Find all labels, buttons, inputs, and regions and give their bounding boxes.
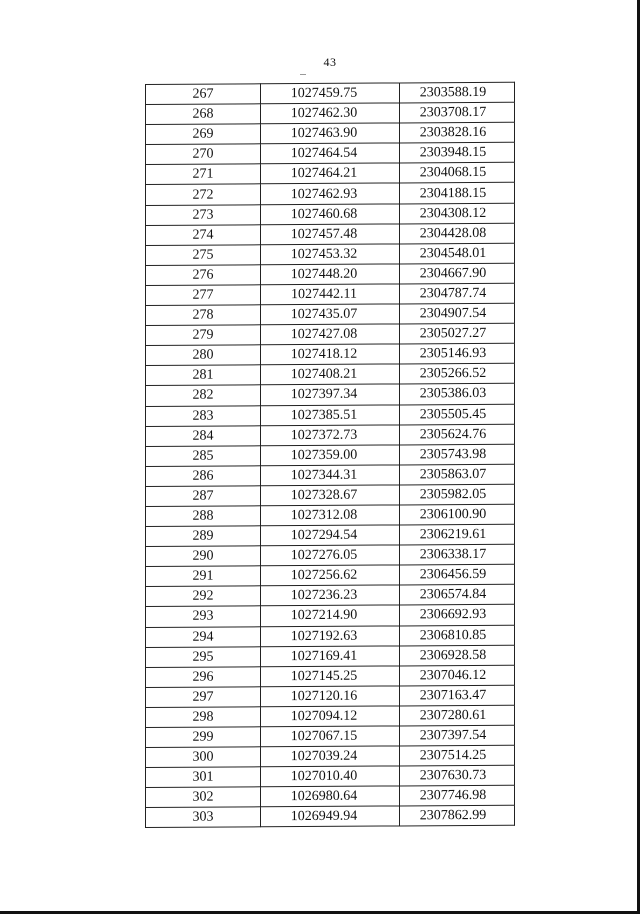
point-number-cell [146, 84, 261, 105]
point-number-cell [146, 586, 261, 607]
point-number-cell [146, 385, 261, 406]
x-coordinate-cell [261, 103, 400, 124]
point-number-cell [146, 767, 261, 788]
y-coordinate-cell [400, 765, 515, 786]
x-coordinate-cell [261, 344, 400, 365]
point-number-cell [146, 405, 261, 426]
y-coordinate-cell [400, 745, 515, 766]
point-number-cell [146, 466, 261, 487]
cell-text: 279 [192, 327, 214, 343]
table-row [146, 203, 515, 225]
table-row [146, 464, 515, 486]
table-row [146, 424, 515, 446]
table-row [146, 303, 515, 325]
y-coordinate-cell [400, 585, 515, 606]
cell-text: 2305982.05 [419, 486, 487, 503]
cell-text: 2307163.47 [419, 687, 487, 704]
table-row [146, 625, 515, 647]
cell-text: 270 [192, 146, 214, 163]
x-coordinate-cell [261, 364, 400, 385]
cell-text: 2305027.27 [419, 326, 487, 342]
x-coordinate-cell [261, 384, 400, 405]
table-row [146, 745, 515, 767]
x-coordinate-cell [261, 284, 400, 305]
point-number-cell [146, 526, 261, 547]
cell-text: 273 [192, 207, 214, 223]
cell-text: 1027236.23 [290, 588, 358, 604]
cell-text: 1027427.08 [290, 326, 358, 343]
page-number: 43 [323, 55, 337, 69]
cell-text: 2307397.54 [419, 727, 487, 744]
cell-text: 277 [192, 287, 214, 303]
point-number-cell [146, 646, 261, 667]
cell-text: 2305863.07 [419, 466, 487, 483]
cell-text: 1027408.21 [290, 367, 358, 383]
table-row [146, 765, 515, 787]
cell-text: 1026949.94 [290, 809, 358, 825]
cell-text: 292 [192, 588, 214, 605]
point-number-cell [146, 164, 261, 185]
y-coordinate-cell [400, 705, 515, 726]
point-number-cell [146, 566, 261, 587]
cell-text: 2306928.58 [419, 647, 487, 663]
x-coordinate-cell [261, 244, 400, 265]
x-coordinate-cell [261, 646, 400, 667]
table-row [146, 685, 515, 707]
cell-text: 2305146.93 [419, 346, 487, 362]
cell-text: 2304428.08 [419, 225, 487, 242]
cell-text: 2305743.98 [419, 446, 487, 463]
cell-text: 2305266.52 [419, 366, 487, 382]
cell-text: 1027094.12 [290, 708, 358, 725]
cell-text: 283 [192, 408, 214, 424]
point-number-cell [146, 305, 261, 326]
cell-text: 1027457.48 [290, 226, 358, 242]
cell-text: 278 [192, 307, 214, 323]
cell-text: 1027039.24 [290, 748, 358, 765]
x-coordinate-cell [261, 686, 400, 707]
point-number-cell [146, 124, 261, 145]
y-coordinate-cell [400, 484, 515, 505]
y-coordinate-cell [400, 544, 515, 565]
point-number-cell [146, 104, 261, 125]
cell-text: 1027453.32 [290, 246, 358, 262]
x-coordinate-cell [261, 585, 400, 606]
cell-text: 2306338.17 [419, 547, 487, 563]
cell-text: 285 [192, 448, 214, 464]
cell-text: 1027010.40 [290, 768, 358, 785]
cell-text: 1027169.41 [290, 648, 358, 664]
cell-text: 2304188.15 [419, 185, 487, 201]
table-row [146, 786, 515, 808]
table-row [146, 102, 515, 124]
y-coordinate-cell [400, 163, 515, 184]
point-number-cell [146, 365, 261, 386]
cell-text: 269 [192, 126, 214, 142]
y-coordinate-cell [400, 384, 515, 405]
cell-text: 2304548.01 [419, 245, 487, 262]
cell-text: 2307046.12 [419, 667, 487, 684]
y-coordinate-cell [400, 143, 515, 164]
x-coordinate-cell [261, 425, 400, 446]
x-coordinate-cell [261, 666, 400, 687]
x-coordinate-cell [261, 324, 400, 345]
y-coordinate-cell [400, 223, 515, 244]
cell-text: 2304667.90 [419, 265, 487, 282]
table-row [146, 585, 515, 607]
cell-text: 2307514.25 [419, 748, 487, 764]
x-coordinate-cell [261, 545, 400, 566]
coordinate-table-body [146, 82, 515, 828]
y-coordinate-cell [400, 102, 515, 123]
cell-text: 2304068.15 [419, 165, 487, 181]
y-coordinate-cell [400, 665, 515, 686]
point-number-cell [146, 787, 261, 808]
table-row [146, 404, 515, 426]
x-coordinate-cell [261, 525, 400, 546]
point-number-cell [146, 506, 261, 527]
cell-text: 1027067.15 [290, 728, 358, 745]
cell-text: 281 [192, 367, 214, 384]
cell-text: 1027214.90 [290, 608, 358, 624]
cell-text: 282 [192, 388, 214, 404]
cell-text: 2307746.98 [419, 788, 487, 804]
cell-text: 303 [192, 810, 214, 826]
cell-text: 301 [192, 769, 214, 785]
cell-text: 302 [192, 789, 214, 806]
point-number-cell [146, 184, 261, 205]
x-coordinate-cell [261, 445, 400, 466]
cell-text: 1027463.90 [290, 125, 358, 142]
y-coordinate-cell [400, 203, 515, 224]
cell-text: 294 [192, 629, 214, 645]
cell-text: 1027462.93 [290, 186, 358, 202]
cell-text: 2303948.15 [419, 145, 487, 161]
point-number-cell [146, 807, 261, 828]
cell-text: 296 [192, 669, 214, 685]
point-number-cell [146, 345, 261, 366]
point-number-cell [146, 606, 261, 627]
x-coordinate-cell [261, 465, 400, 486]
y-coordinate-cell [400, 404, 515, 425]
y-coordinate-cell [400, 283, 515, 304]
y-coordinate-cell [400, 303, 515, 324]
cell-text: 2305505.45 [419, 406, 487, 422]
cell-text: 1027462.30 [290, 105, 358, 122]
table-row [146, 163, 515, 185]
x-coordinate-cell [261, 505, 400, 526]
cell-text: 2306574.84 [419, 587, 487, 603]
cell-text: 1027435.07 [290, 306, 358, 323]
x-coordinate-cell [261, 766, 400, 787]
x-coordinate-cell [261, 183, 400, 204]
point-number-cell [146, 224, 261, 245]
y-coordinate-cell [400, 504, 515, 525]
coordinate-table [145, 82, 515, 829]
y-coordinate-cell [400, 82, 515, 103]
x-coordinate-cell [261, 706, 400, 727]
cell-text: 2307280.61 [419, 707, 487, 724]
cell-text: 2303828.16 [419, 125, 487, 141]
point-number-cell [146, 265, 261, 286]
table-row [146, 665, 515, 687]
x-coordinate-cell [261, 746, 400, 767]
x-coordinate-cell [261, 485, 400, 506]
cell-text: 280 [192, 347, 214, 363]
x-coordinate-cell [261, 264, 400, 285]
cell-text: 1027192.63 [290, 628, 358, 644]
cell-text: 291 [192, 568, 214, 585]
point-number-cell [146, 667, 261, 688]
x-coordinate-cell [261, 625, 400, 646]
y-coordinate-cell [400, 725, 515, 746]
table-row [146, 343, 515, 365]
cell-text: 293 [192, 609, 214, 625]
table-row [146, 806, 515, 828]
cell-text: 2303588.19 [419, 84, 487, 101]
y-coordinate-cell [400, 806, 515, 827]
point-number-cell [146, 747, 261, 768]
cell-text: 1027294.54 [290, 527, 358, 544]
table-row [146, 323, 515, 345]
table-row [146, 524, 515, 546]
cell-text: 298 [192, 709, 214, 725]
table-row [146, 263, 515, 285]
cell-text: 2305386.03 [419, 386, 487, 402]
cell-text: 1027442.11 [291, 286, 357, 303]
cell-text: 1027460.68 [290, 206, 358, 222]
cell-text: 290 [192, 548, 214, 564]
cell-text: 2306100.90 [419, 506, 487, 523]
cell-text: 275 [192, 247, 214, 263]
table-row [146, 725, 515, 747]
cell-text: 1027459.75 [290, 85, 358, 102]
table-row [146, 183, 515, 205]
x-coordinate-cell [261, 404, 400, 425]
y-coordinate-cell [400, 464, 515, 485]
cell-text: 267 [192, 86, 214, 102]
point-number-cell [146, 546, 261, 567]
cell-text: 1027385.51 [290, 407, 358, 423]
point-number-cell [146, 727, 261, 748]
x-coordinate-cell [261, 726, 400, 747]
point-number-cell [146, 144, 261, 165]
y-coordinate-cell [400, 645, 515, 666]
x-coordinate-cell [261, 806, 400, 827]
cell-text: 1027372.73 [290, 427, 358, 443]
table-row [146, 223, 515, 245]
cell-text: 289 [192, 528, 214, 544]
cell-text: 2305624.76 [419, 426, 487, 442]
x-coordinate-cell [261, 565, 400, 586]
x-coordinate-cell [261, 83, 400, 104]
cell-text: 274 [192, 227, 214, 243]
cell-text: 284 [192, 428, 214, 444]
cell-text: 1027276.05 [290, 547, 358, 564]
cell-text: 2306810.85 [419, 627, 487, 643]
y-coordinate-cell [400, 424, 515, 445]
x-coordinate-cell [261, 123, 400, 144]
table-row [146, 544, 515, 566]
y-coordinate-cell [400, 243, 515, 264]
cell-text: 2304907.54 [419, 305, 487, 322]
cell-text: 1027344.31 [290, 467, 358, 483]
y-coordinate-cell [400, 364, 515, 385]
table-row [146, 122, 515, 144]
x-coordinate-cell [261, 204, 400, 225]
point-number-cell [146, 425, 261, 446]
page-number-tick [300, 74, 306, 75]
cell-text: 1027256.62 [290, 568, 358, 584]
cell-text: 1027418.12 [290, 346, 358, 363]
cell-text: 268 [192, 106, 214, 122]
y-coordinate-cell [400, 685, 515, 706]
cell-text: 2306456.59 [419, 567, 487, 583]
cell-text: 2307862.99 [419, 808, 487, 824]
table-row [146, 364, 515, 386]
table-row [146, 143, 515, 165]
cell-text: 1027464.54 [290, 146, 358, 162]
point-number-cell [146, 687, 261, 708]
cell-text: 287 [192, 488, 214, 504]
table-row [146, 82, 515, 104]
cell-text: 2306692.93 [419, 607, 487, 623]
table-row [146, 484, 515, 506]
table-row [146, 504, 515, 526]
point-number-cell [146, 445, 261, 466]
table-row [146, 384, 515, 406]
x-coordinate-cell [261, 786, 400, 807]
point-number-cell [146, 245, 261, 266]
cell-text: 1027145.25 [290, 668, 358, 684]
cell-text: 271 [192, 167, 214, 183]
y-coordinate-cell [400, 564, 515, 585]
cell-text: 1027397.34 [290, 387, 358, 403]
table-row [146, 705, 515, 727]
cell-text: 295 [192, 649, 214, 665]
x-coordinate-cell [261, 143, 400, 164]
table-row [146, 564, 515, 586]
y-coordinate-cell [400, 263, 515, 284]
cell-text: 1027328.67 [290, 487, 358, 504]
point-number-cell [146, 325, 261, 346]
cell-text: 300 [192, 749, 214, 765]
cell-text: 299 [192, 729, 214, 745]
y-coordinate-cell [400, 605, 515, 626]
cell-text: 2307630.73 [419, 768, 487, 784]
table-row [146, 243, 515, 265]
table-row [146, 645, 515, 667]
cell-text: 1027464.21 [290, 166, 358, 182]
cell-text: 1027312.08 [290, 507, 358, 524]
point-number-cell [146, 626, 261, 647]
y-coordinate-cell [400, 183, 515, 204]
table-row [146, 283, 515, 305]
cell-text: 2304787.74 [419, 285, 487, 302]
x-coordinate-cell [261, 163, 400, 184]
y-coordinate-cell [400, 524, 515, 545]
y-coordinate-cell [400, 323, 515, 344]
x-coordinate-cell [261, 304, 400, 325]
cell-text: 2306219.61 [419, 527, 487, 543]
cell-text: 1027120.16 [290, 688, 358, 704]
cell-text: 288 [192, 508, 214, 524]
cell-text: 2303708.17 [419, 105, 487, 121]
table-row [146, 444, 515, 466]
cell-text: 276 [192, 267, 214, 283]
y-coordinate-cell [400, 343, 515, 364]
point-number-cell [146, 204, 261, 225]
cell-text: 1027359.00 [290, 447, 358, 463]
x-coordinate-cell [261, 605, 400, 626]
cell-text: 2304308.12 [419, 205, 487, 221]
cell-text: 1027448.20 [290, 266, 358, 283]
coordinate-table-wrapper [145, 82, 515, 829]
cell-text: 286 [192, 468, 214, 484]
cell-text: 1026980.64 [290, 789, 358, 805]
cell-text: 297 [192, 689, 214, 705]
point-number-cell [146, 707, 261, 728]
x-coordinate-cell [261, 224, 400, 245]
y-coordinate-cell [400, 786, 515, 807]
point-number-cell [146, 285, 261, 306]
point-number-cell [146, 486, 261, 507]
y-coordinate-cell [400, 122, 515, 143]
table-row [146, 605, 515, 627]
y-coordinate-cell [400, 625, 515, 646]
cell-text: 272 [192, 187, 214, 203]
y-coordinate-cell [400, 444, 515, 465]
